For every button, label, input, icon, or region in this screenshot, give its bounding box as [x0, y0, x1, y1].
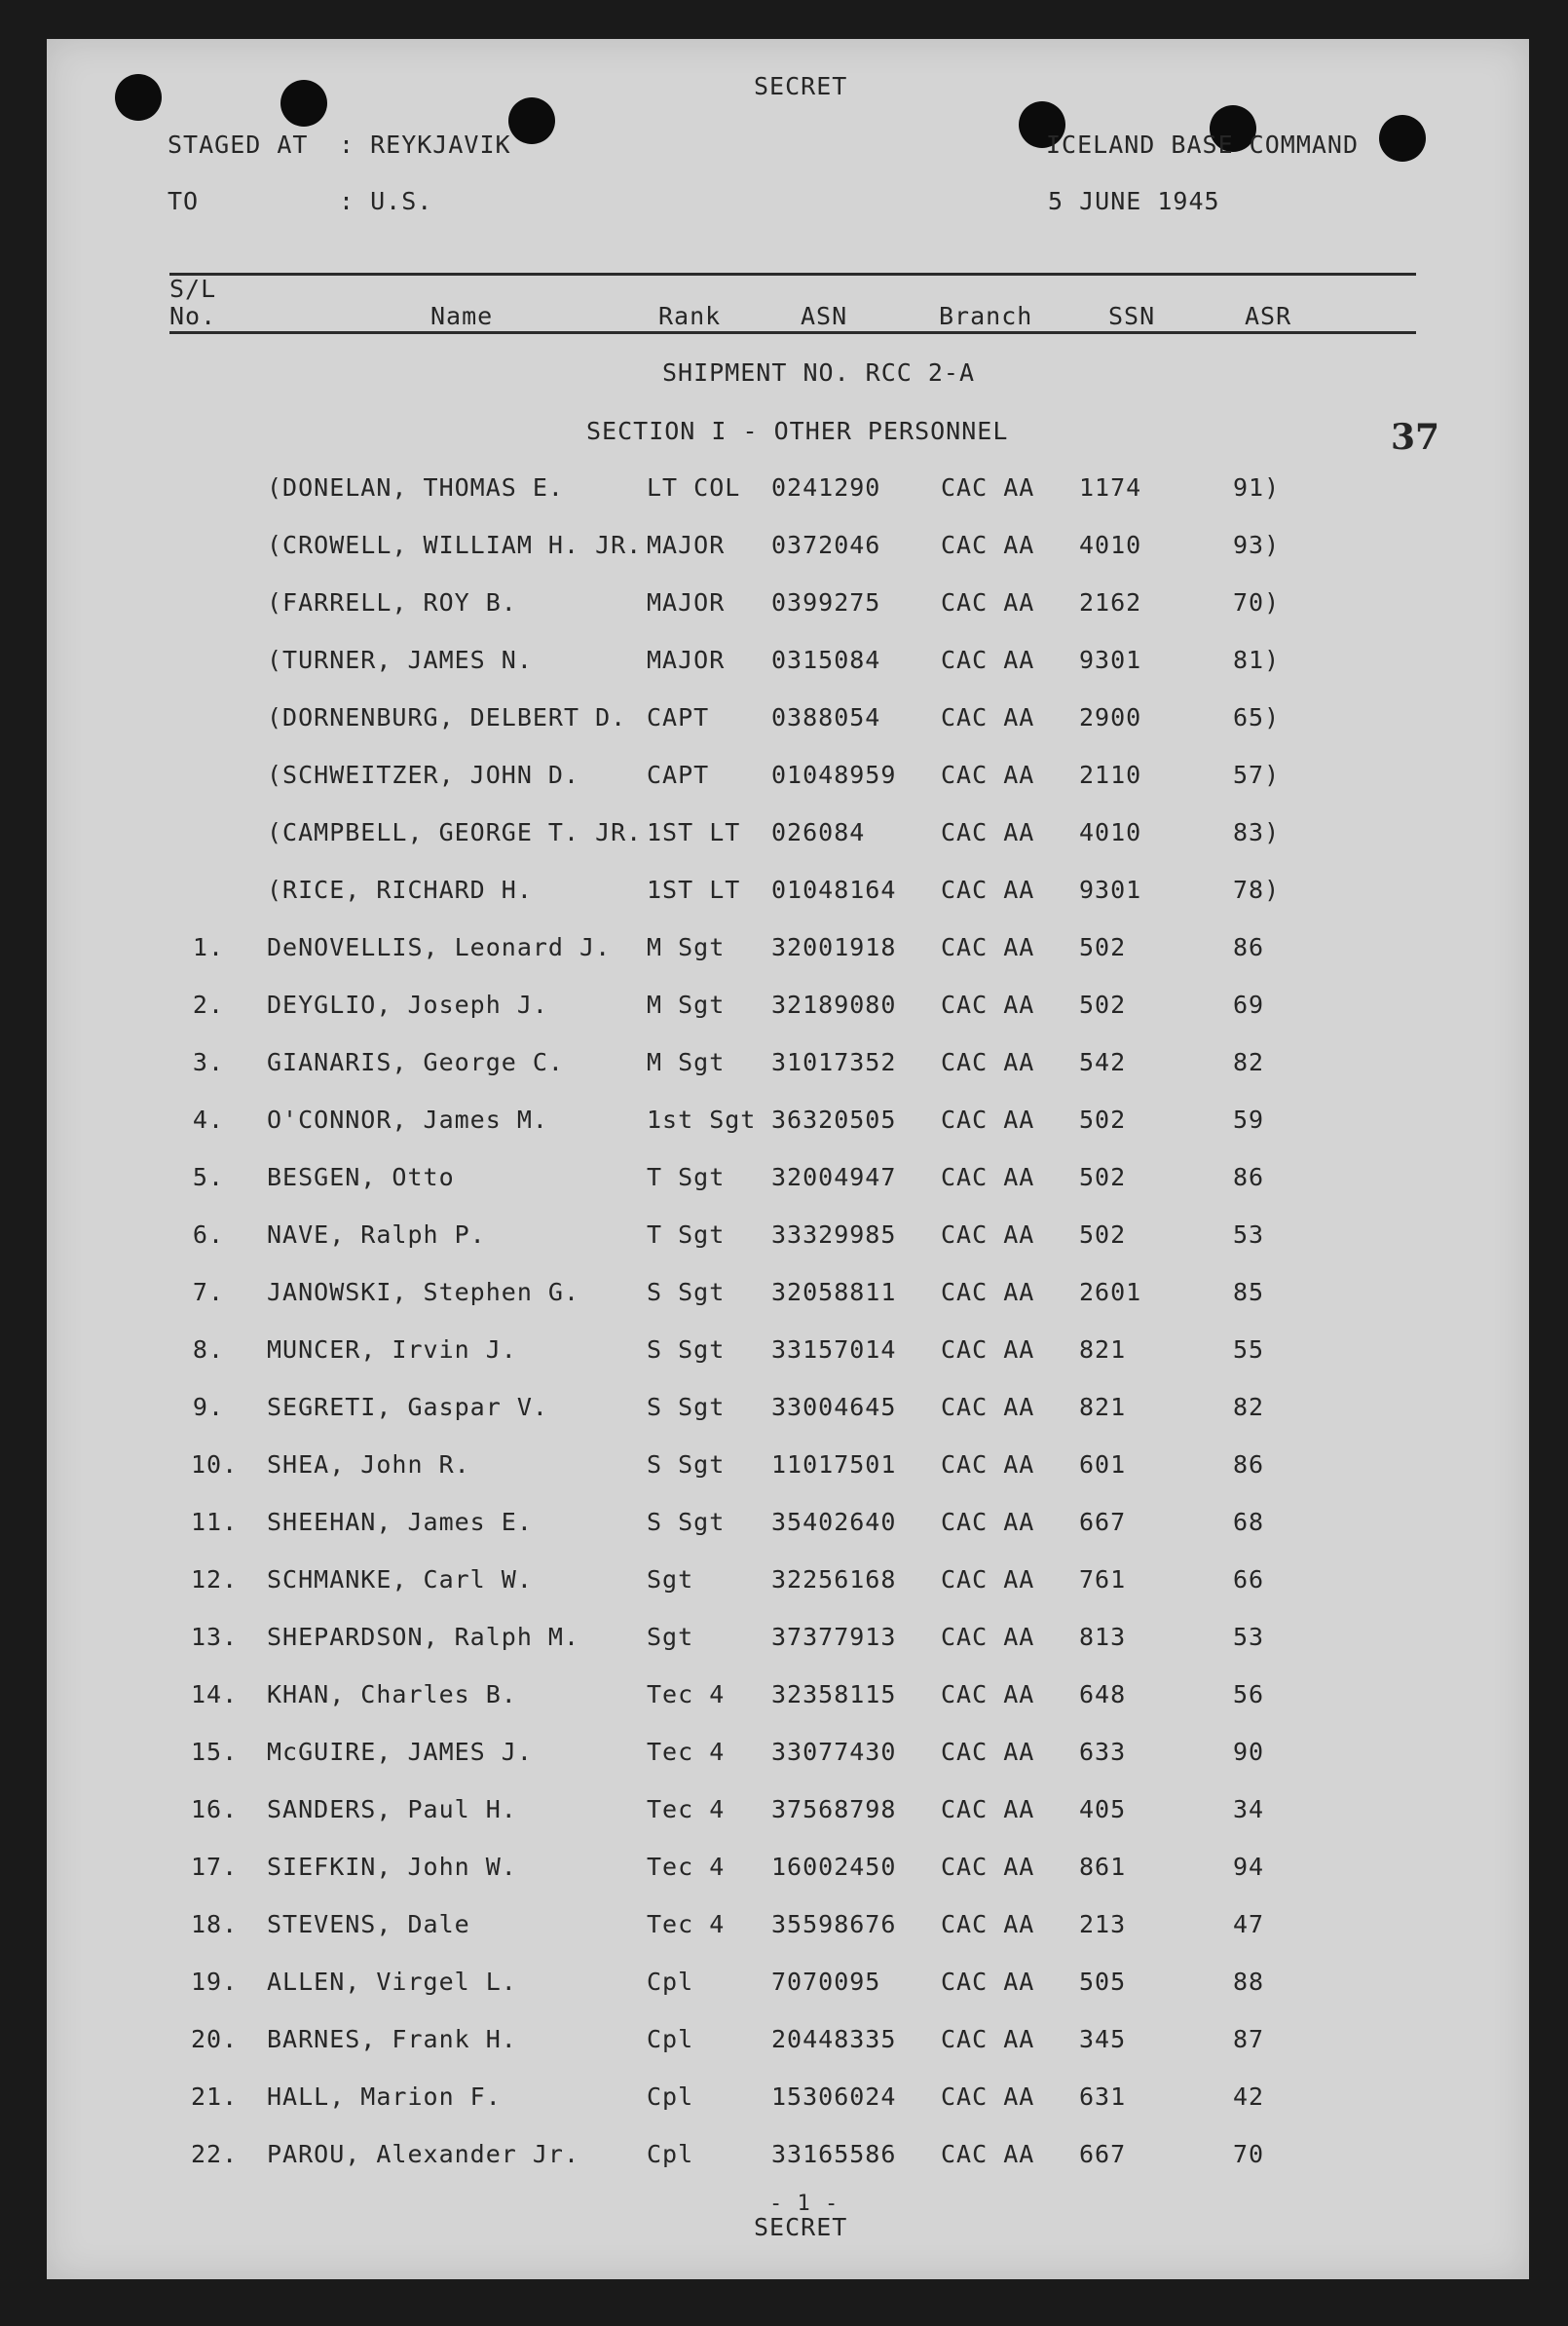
cell-asr: 57) — [1233, 761, 1281, 789]
document-date: 5 JUNE 1945 — [1048, 187, 1220, 215]
cell-asr: 70) — [1233, 588, 1281, 617]
cell-rank: Sgt — [647, 1565, 694, 1594]
cell-rank: CAPT — [647, 761, 710, 789]
cell-asn: 35598676 — [771, 1910, 897, 1938]
cell-ssn: 813 — [1079, 1623, 1127, 1651]
cell-asn: 0241290 — [771, 473, 881, 502]
punch-hole — [508, 97, 555, 144]
table-row — [0, 761, 1568, 800]
cell-ssn: 821 — [1079, 1393, 1127, 1421]
table-row — [0, 1738, 1568, 1777]
cell-sl: 8. — [192, 1335, 224, 1364]
cell-asn: 35402640 — [771, 1508, 897, 1536]
cell-asr: 83) — [1233, 818, 1281, 846]
cell-sl: 4. — [192, 1106, 224, 1134]
cell-name: ALLEN, Virgel L. — [267, 1968, 517, 1996]
cell-sl: 11. — [191, 1508, 239, 1536]
cell-ssn: 4010 — [1079, 818, 1142, 846]
cell-rank: MAJOR — [647, 531, 726, 559]
cell-asn: 32058811 — [771, 1278, 897, 1306]
cell-branch: CAC AA — [941, 761, 1035, 789]
cell-ssn: 542 — [1079, 1048, 1127, 1076]
cell-branch: CAC AA — [941, 473, 1035, 502]
cell-asr: 86 — [1233, 933, 1265, 961]
cell-asr: 42 — [1233, 2082, 1265, 2111]
cell-asr: 34 — [1233, 1795, 1265, 1823]
cell-rank: Tec 4 — [647, 1738, 726, 1766]
table-row — [0, 1335, 1568, 1374]
cell-rank: M Sgt — [647, 1048, 726, 1076]
cell-rank: S Sgt — [647, 1278, 726, 1306]
cell-sl: 21. — [191, 2082, 239, 2111]
section-title: SECTION I - OTHER PERSONNEL — [586, 417, 1009, 445]
to-value: : U.S. — [339, 187, 433, 215]
cell-ssn: 502 — [1079, 1220, 1127, 1249]
cell-ssn: 1174 — [1079, 473, 1142, 502]
cell-ssn: 761 — [1079, 1565, 1127, 1594]
cell-sl: 22. — [191, 2140, 239, 2168]
cell-ssn: 9301 — [1079, 876, 1142, 904]
cell-ssn: 505 — [1079, 1968, 1127, 1996]
cell-sl: 7. — [192, 1278, 224, 1306]
cell-rank: M Sgt — [647, 991, 726, 1019]
command-name: ICELAND BASE COMMAND — [1046, 131, 1360, 159]
cell-rank: MAJOR — [647, 588, 726, 617]
cell-branch: CAC AA — [941, 1450, 1035, 1479]
table-row — [0, 703, 1568, 742]
cell-name: O'CONNOR, James M. — [267, 1106, 548, 1134]
cell-asr: 53 — [1233, 1220, 1265, 1249]
cell-sl: 1. — [192, 933, 224, 961]
cell-branch: CAC AA — [941, 1853, 1035, 1881]
cell-rank: T Sgt — [647, 1163, 726, 1191]
cell-asr: 90 — [1233, 1738, 1265, 1766]
cell-rank: Sgt — [647, 1623, 694, 1651]
cell-branch: CAC AA — [941, 1220, 1035, 1249]
cell-branch: CAC AA — [941, 646, 1035, 674]
cell-ssn: 2110 — [1079, 761, 1142, 789]
cell-name: DeNOVELLIS, Leonard J. — [267, 933, 612, 961]
shipment-number: SHIPMENT NO. RCC 2-A — [662, 358, 976, 387]
table-row — [0, 1680, 1568, 1719]
cell-branch: CAC AA — [941, 1795, 1035, 1823]
cell-name: SCHMANKE, Carl W. — [267, 1565, 533, 1594]
cell-name: SHEPARDSON, Ralph M. — [267, 1623, 580, 1651]
cell-ssn: 633 — [1079, 1738, 1127, 1766]
table-row — [0, 1623, 1568, 1662]
cell-sl: 15. — [191, 1738, 239, 1766]
cell-asn: 0315084 — [771, 646, 881, 674]
cell-sl: 12. — [191, 1565, 239, 1594]
cell-name: GIANARIS, George C. — [267, 1048, 564, 1076]
cell-asn: 32189080 — [771, 991, 897, 1019]
cell-asr: 81) — [1233, 646, 1281, 674]
cell-name: KHAN, Charles B. — [267, 1680, 517, 1708]
classification-bottom: SECRET — [754, 2213, 848, 2241]
table-row — [0, 1106, 1568, 1144]
cell-sl: 5. — [192, 1163, 224, 1191]
cell-asr: 88 — [1233, 1968, 1265, 1996]
cell-ssn: 2162 — [1079, 588, 1142, 617]
table-row — [0, 588, 1568, 627]
cell-branch: CAC AA — [941, 991, 1035, 1019]
cell-ssn: 9301 — [1079, 646, 1142, 674]
cell-asn: 0388054 — [771, 703, 881, 732]
cell-asr: 78) — [1233, 876, 1281, 904]
classification-top: SECRET — [754, 72, 848, 100]
cell-asr: 82 — [1233, 1048, 1265, 1076]
table-row — [0, 1853, 1568, 1892]
cell-rank: Cpl — [647, 2025, 694, 2053]
cell-asr: 91) — [1233, 473, 1281, 502]
cell-asn: 36320505 — [771, 1106, 897, 1134]
cell-ssn: 667 — [1079, 1508, 1127, 1536]
cell-name: BESGEN, Otto — [267, 1163, 455, 1191]
cell-branch: CAC AA — [941, 1335, 1035, 1364]
cell-asn: 026084 — [771, 818, 866, 846]
cell-ssn: 631 — [1079, 2082, 1127, 2111]
cell-name: McGUIRE, JAMES J. — [267, 1738, 533, 1766]
cell-asn: 0372046 — [771, 531, 881, 559]
cell-sl: 20. — [191, 2025, 239, 2053]
cell-ssn: 213 — [1079, 1910, 1127, 1938]
cell-ssn: 502 — [1079, 1163, 1127, 1191]
cell-asn: 33004645 — [771, 1393, 897, 1421]
cell-name: (CAMPBELL, GEORGE T. JR. — [267, 818, 643, 846]
cell-asn: 0399275 — [771, 588, 881, 617]
table-row — [0, 473, 1568, 512]
staged-at-value: : REYKJAVIK — [339, 131, 511, 159]
col-rank: Rank — [658, 302, 722, 330]
cell-asn: 32001918 — [771, 933, 897, 961]
cell-name: NAVE, Ralph P. — [267, 1220, 486, 1249]
table-row — [0, 933, 1568, 972]
cell-asr: 86 — [1233, 1163, 1265, 1191]
cell-asn: 7070095 — [771, 1968, 881, 1996]
cell-asn: 33077430 — [771, 1738, 897, 1766]
cell-asr: 47 — [1233, 1910, 1265, 1938]
cell-rank: M Sgt — [647, 933, 726, 961]
cell-asr: 68 — [1233, 1508, 1265, 1536]
cell-name: MUNCER, Irvin J. — [267, 1335, 517, 1364]
cell-rank: Tec 4 — [647, 1910, 726, 1938]
cell-name: SHEEHAN, James E. — [267, 1508, 533, 1536]
cell-rank: Cpl — [647, 2082, 694, 2111]
cell-ssn: 405 — [1079, 1795, 1127, 1823]
cell-name: (DORNENBURG, DELBERT D. — [267, 703, 627, 732]
cell-asn: 16002450 — [771, 1853, 897, 1881]
cell-branch: CAC AA — [941, 2025, 1035, 2053]
cell-name: SHEA, John R. — [267, 1450, 470, 1479]
cell-rank: S Sgt — [647, 1450, 726, 1479]
table-row — [0, 1278, 1568, 1317]
cell-branch: CAC AA — [941, 1106, 1035, 1134]
col-name: Name — [430, 302, 494, 330]
cell-asr: 56 — [1233, 1680, 1265, 1708]
cell-name: DEYGLIO, Joseph J. — [267, 991, 548, 1019]
cell-rank: Tec 4 — [647, 1853, 726, 1881]
cell-asn: 11017501 — [771, 1450, 897, 1479]
punch-hole — [280, 80, 327, 127]
cell-name: HALL, Marion F. — [267, 2082, 502, 2111]
table-row — [0, 1393, 1568, 1432]
table-row — [0, 646, 1568, 685]
table-row — [0, 1163, 1568, 1202]
cell-asr: 69 — [1233, 991, 1265, 1019]
cell-sl: 17. — [191, 1853, 239, 1881]
cell-ssn: 2601 — [1079, 1278, 1142, 1306]
cell-rank: S Sgt — [647, 1508, 726, 1536]
cell-sl: 18. — [191, 1910, 239, 1938]
punch-hole — [1379, 115, 1426, 162]
cell-name: PAROU, Alexander Jr. — [267, 2140, 580, 2168]
cell-branch: CAC AA — [941, 2082, 1035, 2111]
cell-sl: 3. — [192, 1048, 224, 1076]
cell-asn: 37377913 — [771, 1623, 897, 1651]
page-number: - 1 - — [769, 2192, 840, 2216]
table-row — [0, 2025, 1568, 2064]
cell-branch: CAC AA — [941, 1508, 1035, 1536]
cell-rank: S Sgt — [647, 1393, 726, 1421]
cell-name: SEGRETI, Gaspar V. — [267, 1393, 548, 1421]
table-row — [0, 1450, 1568, 1489]
table-row — [0, 1508, 1568, 1547]
cell-branch: CAC AA — [941, 1623, 1035, 1651]
cell-asr: 87 — [1233, 2025, 1265, 2053]
cell-rank: CAPT — [647, 703, 710, 732]
cell-name: (CROWELL, WILLIAM H. JR. — [267, 531, 643, 559]
cell-branch: CAC AA — [941, 531, 1035, 559]
cell-rank: S Sgt — [647, 1335, 726, 1364]
cell-rank: 1st Sgt — [647, 1106, 757, 1134]
cell-ssn: 502 — [1079, 991, 1127, 1019]
punch-hole — [115, 74, 162, 121]
table-row — [0, 1048, 1568, 1087]
cell-branch: CAC AA — [941, 1393, 1035, 1421]
col-asn: ASN — [801, 302, 848, 330]
cell-rank: Cpl — [647, 1968, 694, 1996]
cell-ssn: 2900 — [1079, 703, 1142, 732]
table-row — [0, 876, 1568, 915]
cell-asn: 20448335 — [771, 2025, 897, 2053]
cell-name: BARNES, Frank H. — [267, 2025, 517, 2053]
cell-branch: CAC AA — [941, 1738, 1035, 1766]
cell-ssn: 4010 — [1079, 531, 1142, 559]
cell-name: (FARRELL, ROY B. — [267, 588, 517, 617]
cell-branch: CAC AA — [941, 1163, 1035, 1191]
cell-rank: Cpl — [647, 2140, 694, 2168]
header-rule-bottom — [169, 331, 1416, 334]
cell-asn: 15306024 — [771, 2082, 897, 2111]
cell-rank: Tec 4 — [647, 1680, 726, 1708]
cell-asn: 01048164 — [771, 876, 897, 904]
cell-branch: CAC AA — [941, 1048, 1035, 1076]
cell-ssn: 648 — [1079, 1680, 1127, 1708]
cell-sl: 10. — [191, 1450, 239, 1479]
cell-branch: CAC AA — [941, 1968, 1035, 1996]
cell-asr: 59 — [1233, 1106, 1265, 1134]
cell-asr: 66 — [1233, 1565, 1265, 1594]
staged-at-label: STAGED AT — [168, 131, 309, 159]
cell-name: JANOWSKI, Stephen G. — [267, 1278, 580, 1306]
table-row — [0, 1910, 1568, 1949]
cell-sl: 16. — [191, 1795, 239, 1823]
page-mark: 37 — [1391, 417, 1440, 458]
cell-branch: CAC AA — [941, 1910, 1035, 1938]
col-asr: ASR — [1245, 302, 1292, 330]
cell-branch: CAC AA — [941, 876, 1035, 904]
cell-rank: LT COL — [647, 473, 741, 502]
cell-branch: CAC AA — [941, 1278, 1035, 1306]
cell-asn: 33329985 — [771, 1220, 897, 1249]
cell-branch: CAC AA — [941, 818, 1035, 846]
cell-ssn: 502 — [1079, 933, 1127, 961]
cell-sl: 14. — [191, 1680, 239, 1708]
cell-sl: 2. — [192, 991, 224, 1019]
cell-sl: 19. — [191, 1968, 239, 1996]
cell-asn: 37568798 — [771, 1795, 897, 1823]
cell-ssn: 345 — [1079, 2025, 1127, 2053]
cell-branch: CAC AA — [941, 2140, 1035, 2168]
col-sl-top: S/L — [169, 275, 217, 303]
cell-asr: 65) — [1233, 703, 1281, 732]
table-row — [0, 531, 1568, 570]
cell-ssn: 502 — [1079, 1106, 1127, 1134]
cell-asr: 82 — [1233, 1393, 1265, 1421]
cell-asn: 32256168 — [771, 1565, 897, 1594]
cell-asr: 93) — [1233, 531, 1281, 559]
cell-asn: 01048959 — [771, 761, 897, 789]
cell-ssn: 667 — [1079, 2140, 1127, 2168]
header-rule-top — [169, 273, 1416, 276]
cell-branch: CAC AA — [941, 1565, 1035, 1594]
cell-asr: 70 — [1233, 2140, 1265, 2168]
cell-name: (DONELAN, THOMAS E. — [267, 473, 564, 502]
cell-branch: CAC AA — [941, 588, 1035, 617]
cell-ssn: 861 — [1079, 1853, 1127, 1881]
col-branch: Branch — [939, 302, 1033, 330]
table-row — [0, 1795, 1568, 1834]
cell-name: (RICE, RICHARD H. — [267, 876, 533, 904]
col-ssn: SSN — [1108, 302, 1156, 330]
cell-sl: 9. — [192, 1393, 224, 1421]
cell-asr: 94 — [1233, 1853, 1265, 1881]
cell-rank: Tec 4 — [647, 1795, 726, 1823]
cell-branch: CAC AA — [941, 933, 1035, 961]
col-sl-bottom: No. — [169, 302, 217, 330]
cell-ssn: 601 — [1079, 1450, 1127, 1479]
table-row — [0, 991, 1568, 1030]
table-row — [0, 2082, 1568, 2121]
cell-asr: 86 — [1233, 1450, 1265, 1479]
cell-asr: 85 — [1233, 1278, 1265, 1306]
cell-name: (SCHWEITZER, JOHN D. — [267, 761, 580, 789]
cell-name: SIEFKIN, John W. — [267, 1853, 517, 1881]
cell-asr: 55 — [1233, 1335, 1265, 1364]
cell-branch: CAC AA — [941, 1680, 1035, 1708]
cell-name: (TURNER, JAMES N. — [267, 646, 533, 674]
cell-asn: 33165586 — [771, 2140, 897, 2168]
table-row — [0, 818, 1568, 857]
cell-rank: MAJOR — [647, 646, 726, 674]
cell-rank: 1ST LT — [647, 876, 741, 904]
cell-sl: 6. — [192, 1220, 224, 1249]
cell-asr: 53 — [1233, 1623, 1265, 1651]
to-label: TO — [168, 187, 200, 215]
cell-name: STEVENS, Dale — [267, 1910, 470, 1938]
cell-asn: 31017352 — [771, 1048, 897, 1076]
cell-rank: T Sgt — [647, 1220, 726, 1249]
table-row — [0, 1220, 1568, 1259]
cell-ssn: 821 — [1079, 1335, 1127, 1364]
table-row — [0, 2140, 1568, 2179]
cell-asn: 32004947 — [771, 1163, 897, 1191]
cell-name: SANDERS, Paul H. — [267, 1795, 517, 1823]
cell-rank: 1ST LT — [647, 818, 741, 846]
cell-sl: 13. — [191, 1623, 239, 1651]
cell-branch: CAC AA — [941, 703, 1035, 732]
cell-asn: 32358115 — [771, 1680, 897, 1708]
table-row — [0, 1565, 1568, 1604]
cell-asn: 33157014 — [771, 1335, 897, 1364]
table-row — [0, 1968, 1568, 2007]
